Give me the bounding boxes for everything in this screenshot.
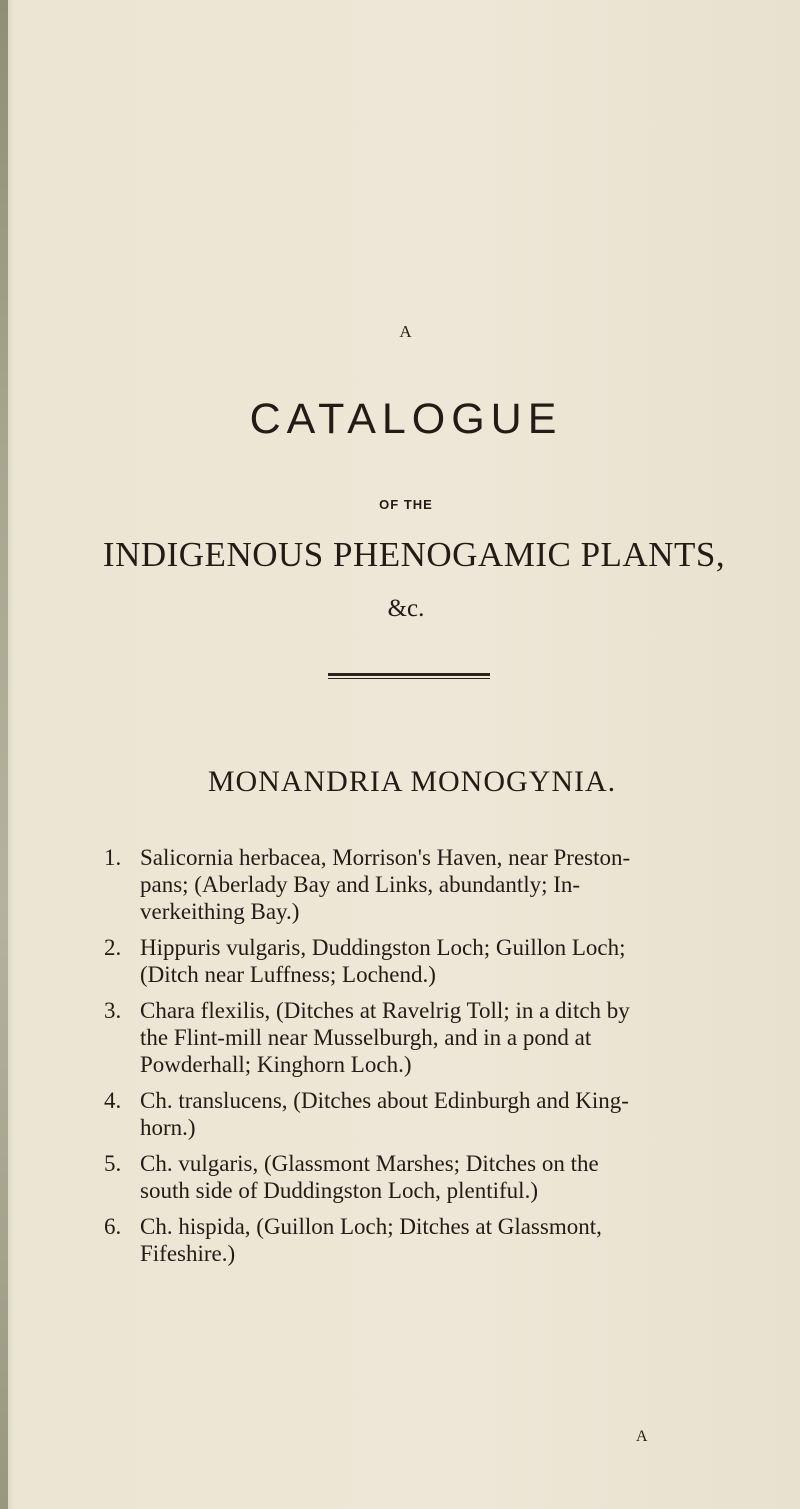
entry-line: south side of Duddingston Loch, plentiful.) xyxy=(140,1178,538,1203)
entry-number: 6. xyxy=(104,1214,122,1239)
list-item xyxy=(0,1087,800,1141)
entry-line: verkeithing Bay.) xyxy=(140,899,300,924)
plant-list xyxy=(0,844,800,1267)
list-item xyxy=(0,997,800,1078)
page-subtitle: INDIGENOUS PHENOGAMIC PLANTS, xyxy=(102,535,726,574)
list-item xyxy=(0,934,800,988)
list-item xyxy=(0,844,800,925)
top-mark: A xyxy=(399,322,413,341)
page-title: CATALOGUE xyxy=(249,395,563,443)
signature-mark: A xyxy=(636,1428,648,1445)
entry-number: 2. xyxy=(104,935,122,960)
entry-line: the Flint-mill near Musselburgh, and in a pond at xyxy=(140,1025,592,1050)
entry-line: Powderhall; Kinghorn Loch.) xyxy=(140,1052,412,1077)
of-the-label: OF THE xyxy=(379,497,433,512)
entry-line: Salicornia herbacea, Morrison's Haven, near Preston- xyxy=(140,845,631,870)
section-divider-rule xyxy=(328,673,490,679)
entry-number: 3. xyxy=(104,998,122,1023)
entry-line: Ch. vulgaris, (Glassmont Marshes; Ditches on the xyxy=(140,1151,599,1176)
entry-line: (Ditch near Luffness; Lochend.) xyxy=(140,962,436,987)
section-heading: MONANDRIA MONOGYNIA. xyxy=(207,765,617,798)
entry-line: Hippuris vulgaris, Duddingston Loch; Guillon Loch; xyxy=(140,935,626,960)
entry-line: Ch. translucens, (Ditches about Edinburgh and King- xyxy=(140,1088,629,1113)
entry-number: 5. xyxy=(104,1151,122,1176)
page-spine-edge xyxy=(0,0,8,1509)
entry-line: Chara flexilis, (Ditches at Ravelrig Toll; in a ditch by xyxy=(140,998,630,1023)
entry-number: 1. xyxy=(104,845,122,870)
entry-number: 4. xyxy=(104,1088,122,1113)
list-item xyxy=(0,1150,800,1204)
list-item xyxy=(0,1213,800,1267)
entry-line: Ch. hispida, (Guillon Loch; Ditches at Glassmont, xyxy=(140,1214,602,1239)
entry-line: Fifeshire.) xyxy=(140,1241,236,1266)
entry-line: pans; (Aberlady Bay and Links, abundantly; In- xyxy=(140,872,581,897)
entry-line: horn.) xyxy=(140,1115,196,1140)
etc-label: &c. xyxy=(387,595,425,622)
